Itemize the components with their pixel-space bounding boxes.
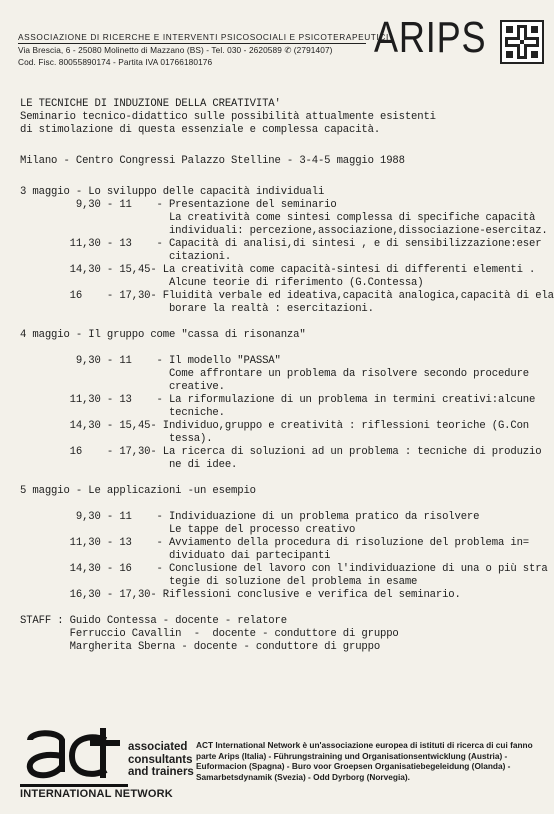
event-location-date: Milano - Centro Congressi Palazzo Stelline - 3-4-5 maggio 1988: [20, 155, 405, 167]
organization-fiscal-codes: Cod. Fisc. 80055890174 - Partita IVA 01766180176: [18, 57, 213, 67]
program-line: STAFF : Guido Contessa - docente - relatore: [20, 615, 287, 627]
program-line: 14,30 - 15,45- Individuo,gruppo e creatività : riflessioni teoriche (G.Con: [20, 420, 529, 432]
program-line: Ferruccio Cavallin - docente - conduttore di gruppo: [20, 628, 399, 640]
program-line: tecniche.: [20, 407, 225, 419]
program-line: borare la realtà : esercitazioni.: [20, 303, 374, 315]
program-line: 11,30 - 13 - Avviamento della procedura di risoluzione del problema in=: [20, 537, 529, 549]
document-subtitle-line-2: di stimolazione di questa essenziale e complessa capacità.: [20, 124, 381, 136]
organization-name: ASSOCIAZIONE DI RICERCHE E INTERVENTI PSICOSOCIALI E PSICOTERAPEUTICI: [18, 32, 389, 42]
program-line: Alcune teorie di riferimento (G.Contessa): [20, 277, 424, 289]
program-line: dividuato dai partecipanti: [20, 550, 331, 562]
program-line: 16 - 17,30- Fluidità verbale ed ideativa,capacità analogica,capacità di ela: [20, 290, 554, 302]
arips-emblem-icon: [500, 20, 544, 64]
program-line: tessa).: [20, 433, 213, 445]
program-line: tegie di soluzione del problema in esame: [20, 576, 418, 588]
program-line: 16,30 - 17,30- Riflessioni conclusive e verifica del seminario.: [20, 589, 461, 601]
document-title: LE TECNICHE DI INDUZIONE DELLA CREATIVITA': [20, 98, 281, 110]
act-logo-word-3: and trainers: [128, 766, 194, 778]
program-line: 5 maggio - Le applicazioni -un esempio: [20, 485, 256, 497]
program-line: [20, 602, 554, 615]
act-international-network-label: INTERNATIONAL NETWORK: [20, 788, 173, 800]
arips-logo-text: ARIPS: [374, 13, 487, 62]
program-line: 4 maggio - Il gruppo come "cassa di risonanza": [20, 329, 306, 341]
act-logo-word-1: associated: [128, 741, 188, 753]
program-line: 14,30 - 16 - Conclusione del lavoro con l'individuazione di una o più stra: [20, 563, 548, 575]
program-line: 9,30 - 11 - Il modello "PASSA": [20, 355, 281, 367]
program-line: ne di idee.: [20, 459, 238, 471]
organization-address: Via Brescia, 6 - 25080 Molinetto di Mazzano (BS) - Tel. 030 - 2620589 ✆ (2791407): [18, 45, 333, 55]
act-network-description: ACT International Network è un'associazione europea di istituti di ricerca di cui fanno parte Arips (Italia) - Führungstraining und Organisationsentwicklung (Austria) - Euformacion (Spagna) - Buro voor Groepsen Organisatiebegeleidung (Olanda) - Samarbetsdynamik (Svezia) - Odd Dyrborg (Norvegia).: [196, 740, 533, 782]
program-schedule: [20, 186, 554, 654]
program-line: 14,30 - 15,45- La creatività come capacità-sintesi di differenti elementi .: [20, 264, 536, 276]
program-line: creative.: [20, 381, 225, 393]
act-logo-words: [128, 741, 194, 779]
program-line: Le tappe del processo creativo: [20, 524, 356, 536]
program-line: individuali: percezione,associazione,dissociazione-esercitaz.: [20, 225, 548, 237]
header-rule: [18, 43, 366, 44]
program-line: 16 - 17,30- La ricerca di soluzioni ad un problema : tecniche di produzio: [20, 446, 542, 458]
program-line: 3 maggio - Lo sviluppo delle capacità individuali: [20, 186, 325, 198]
program-line: 11,30 - 13 - La riformulazione di un problema in termini creativi:alcune: [20, 394, 536, 406]
program-line: [20, 472, 554, 485]
program-line: Come affrontare un problema da risolvere secondo procedure: [20, 368, 529, 380]
program-line: [20, 316, 554, 329]
program-line: [20, 342, 554, 355]
program-line: Margherita Sberna - docente - conduttore di gruppo: [20, 641, 381, 653]
act-logo-word-2: consultants: [128, 753, 193, 766]
program-line: La creatività come sintesi complessa di specifiche capacità: [20, 212, 536, 224]
program-line: citazioni.: [20, 251, 232, 263]
document-subtitle-line-1: Seminario tecnico-didattico sulle possibilità attualmente esistenti: [20, 111, 436, 123]
program-line: 11,30 - 13 - Capacità di analisi,di sintesi , e di sensibilizzazione:eser: [20, 238, 542, 250]
program-line: 9,30 - 11 - Individuazione di un problema pratico da risolvere: [20, 511, 480, 523]
program-line: 9,30 - 11 - Presentazione del seminario: [20, 199, 337, 211]
act-logo-icon: [20, 726, 128, 795]
program-line: [20, 498, 554, 511]
